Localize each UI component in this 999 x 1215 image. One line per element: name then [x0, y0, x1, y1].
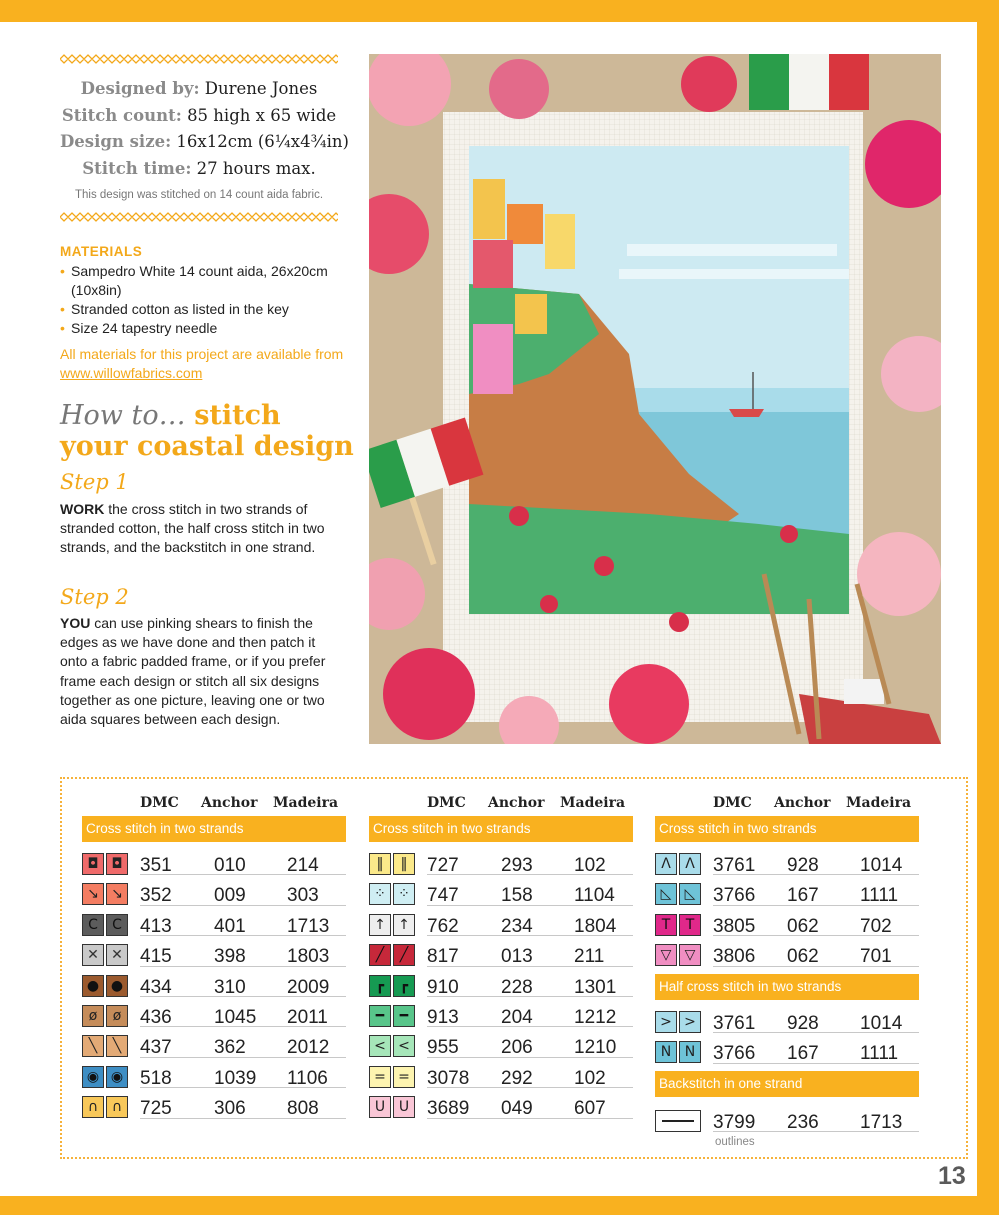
- thread-key-row: [369, 971, 633, 1001]
- thread-key-row: [369, 1001, 633, 1031]
- thread-anchor-code: 310: [214, 976, 246, 998]
- stitch-symbol-icon: [82, 883, 128, 905]
- row-divider: [713, 905, 919, 906]
- stitch-symbol-cell: ◺: [655, 883, 677, 905]
- thread-key-row: [82, 849, 346, 879]
- stitch-symbol-icon: [655, 883, 701, 905]
- howto-heading-line2: your coastal design: [60, 431, 354, 462]
- thread-dmc-code: 3799: [713, 1112, 756, 1133]
- materials-item-text: Size 24 tapestry needle: [71, 320, 218, 336]
- stitch-symbol-cell: N: [679, 1041, 701, 1063]
- row-divider: [140, 1118, 346, 1119]
- header-madeira: Madeira: [846, 795, 912, 811]
- thread-madeira-code: 701: [860, 946, 892, 968]
- section-title-cross-stitch: Cross stitch in two strands: [82, 816, 346, 842]
- stitched-house: [473, 179, 505, 239]
- thread-dmc-code: 3766: [713, 1043, 756, 1065]
- stitched-house: [473, 324, 513, 394]
- thread-key-row: [369, 1092, 633, 1122]
- stitch-symbol-icon: [82, 975, 128, 997]
- stitch-symbol-cell: ┏: [393, 975, 415, 997]
- thread-madeira-code: 102: [574, 1067, 606, 1089]
- thread-anchor-code: 306: [214, 1098, 246, 1120]
- thread-dmc-code: 3078: [427, 1067, 470, 1089]
- step-2-lead: YOU: [60, 615, 91, 631]
- thread-key-row: [82, 1092, 346, 1122]
- stitch-symbol-cell: >: [655, 1011, 677, 1033]
- thread-dmc-code: 727: [427, 855, 459, 876]
- stitch-symbol-icon: [369, 975, 415, 997]
- stitch-symbol-cell: <: [393, 1035, 415, 1057]
- row-divider: [427, 1026, 633, 1027]
- thread-key-row: [655, 910, 919, 940]
- thread-madeira-code: 211: [574, 946, 605, 968]
- stitch-symbol-cell: ‖: [393, 853, 415, 875]
- stitch-symbol-icon: [369, 883, 415, 905]
- stitch-symbol-cell: ↑: [393, 914, 415, 936]
- thread-madeira-code: 808: [287, 1098, 319, 1120]
- thread-anchor-code: 204: [501, 1007, 533, 1028]
- stitch-symbol-cell: ‖: [369, 853, 391, 875]
- thread-key-row: [369, 1031, 633, 1061]
- row-divider: [140, 996, 346, 997]
- stitch-symbol-icon: [369, 1066, 415, 1088]
- stitch-symbol-cell: ∩: [106, 1096, 128, 1118]
- flower-decoration: [489, 59, 549, 119]
- stitch-symbol-cell: ✕: [106, 944, 128, 966]
- step-2-title: Step 2: [60, 585, 129, 609]
- stitch-symbol-icon: [82, 1035, 128, 1057]
- bullet-icon: •: [60, 301, 65, 317]
- stitch-symbol-icon: [369, 914, 415, 936]
- stitch-symbol-cell: ✕: [82, 944, 104, 966]
- howto-heading-prefix: How to…: [60, 400, 195, 431]
- thread-anchor-code: 167: [787, 1043, 819, 1065]
- design-size-line: [60, 129, 349, 156]
- thread-anchor-code: 062: [787, 946, 819, 968]
- stitched-house: [545, 214, 575, 269]
- italian-flag-top-right: [749, 54, 869, 110]
- stitch-symbol-cell: ━: [393, 1005, 415, 1027]
- stitch-symbol-cell: ◉: [106, 1066, 128, 1088]
- stitch-time-value: 27 hours max.: [196, 158, 316, 178]
- stitched-house: [473, 240, 513, 288]
- availability-note: [60, 345, 350, 383]
- stitch-symbol-cell: ⁘: [369, 883, 391, 905]
- materials-item-text: Stranded cotton as listed in the key: [71, 301, 289, 317]
- page-frame-bottom: [0, 1196, 999, 1215]
- thread-anchor-code: 158: [501, 885, 533, 907]
- row-divider: [427, 1087, 633, 1088]
- stitch-symbol-cell: T: [655, 914, 677, 936]
- stitched-house: [515, 294, 547, 334]
- page-number: 13: [938, 1162, 966, 1190]
- thread-madeira-code: 2012: [287, 1037, 330, 1059]
- section-title-half-cross-stitch: Half cross stitch in two strands: [655, 974, 919, 1000]
- howto-heading-word: stitch: [194, 400, 281, 431]
- page-frame-top: [0, 0, 999, 22]
- thread-anchor-code: 292: [501, 1067, 533, 1089]
- thread-key-row: [655, 1007, 919, 1037]
- step-2-text: [60, 614, 345, 729]
- bullet-icon: •: [60, 263, 65, 279]
- stitch-symbol-cell: ━: [369, 1005, 391, 1027]
- stitched-house: [507, 204, 543, 244]
- thread-anchor-code: 928: [787, 855, 819, 876]
- thread-anchor-code: 236: [787, 1112, 819, 1133]
- stitch-symbol-cell: ◺: [679, 883, 701, 905]
- stitch-symbol-cell: ●: [82, 975, 104, 997]
- thread-dmc-code: 436: [140, 1007, 172, 1028]
- stitch-symbol-icon: [369, 1035, 415, 1057]
- stitch-symbol-cell: Λ: [655, 853, 677, 875]
- thread-madeira-code: 1212: [574, 1007, 617, 1028]
- howto-heading: [60, 400, 354, 462]
- stitch-symbol-icon: [655, 853, 701, 875]
- stitch-symbol-icon: [82, 1066, 128, 1088]
- stitch-symbol-cell: ø: [82, 1005, 104, 1027]
- step-1-body: the cross stitch in two strands of stranded cotton, the half cross stitch in two strands, and the backstitch in one strand.: [60, 501, 325, 556]
- materials-item-text: Sampedro White 14 count aida, 26x20cm (10x8in): [71, 263, 328, 298]
- stitch-symbol-cell: ↑: [369, 914, 391, 936]
- thread-key-row: [82, 971, 346, 1001]
- stitch-symbol-icon: [655, 1041, 701, 1063]
- backstitch-line-icon: [655, 1110, 701, 1132]
- stitch-symbol-cell: ◉: [82, 1066, 104, 1088]
- thread-anchor-code: 398: [214, 946, 246, 968]
- stitch-symbol-icon: [82, 944, 128, 966]
- materials-item: [60, 319, 345, 338]
- row-divider: [427, 905, 633, 906]
- stitch-symbol-cell: <: [369, 1035, 391, 1057]
- section-title-cross-stitch: Cross stitch in two strands: [655, 816, 919, 842]
- thread-madeira-code: 1713: [860, 1112, 903, 1133]
- thread-dmc-code: 3766: [713, 885, 756, 907]
- row-divider: [713, 1032, 919, 1033]
- stitch-symbol-cell: ⁘: [393, 883, 415, 905]
- stitch-symbol-cell: U: [369, 1096, 391, 1118]
- availability-text: All materials for this project are available from: [60, 346, 344, 362]
- fabric-note: This design was stitched on 14 count aida fabric.: [74, 189, 324, 201]
- stitched-flower: [780, 525, 798, 543]
- row-divider: [427, 935, 633, 936]
- stitch-symbol-icon: [369, 853, 415, 875]
- stitch-symbol-icon: [82, 853, 128, 875]
- thread-madeira-code: 1014: [860, 855, 903, 876]
- row-divider: [713, 966, 919, 967]
- thread-dmc-code: 518: [140, 1067, 172, 1089]
- stitch-count-value: 85 high x 65 wide: [187, 105, 337, 125]
- flower-decoration: [857, 532, 941, 616]
- stitched-boat: [729, 409, 764, 417]
- thread-key-row: [655, 1106, 919, 1148]
- stitch-symbol-cell: ╲: [106, 1035, 128, 1057]
- decorative-zigzag-top: [60, 54, 338, 64]
- designed-by-value: Durene Jones: [204, 79, 318, 98]
- row-divider: [140, 935, 346, 936]
- step-1-lead: WORK: [60, 501, 105, 517]
- thread-madeira-code: 1803: [287, 946, 330, 968]
- thread-madeira-code: 702: [860, 915, 892, 937]
- stitched-flower: [594, 556, 614, 576]
- stitch-symbol-cell: Λ: [679, 853, 701, 875]
- stitch-symbol-icon: [82, 1005, 128, 1027]
- stitch-symbol-cell: ┏: [369, 975, 391, 997]
- stitch-symbol-cell: C: [82, 914, 104, 936]
- stitch-symbol-cell: ◘: [82, 853, 104, 875]
- stitch-symbol-cell: ▽: [655, 944, 677, 966]
- thread-key-row: [655, 879, 919, 909]
- materials-list: [60, 262, 345, 338]
- thread-dmc-code: 351: [140, 855, 172, 876]
- project-photo: [369, 54, 941, 744]
- page-frame-right: [977, 0, 999, 1215]
- row-divider: [427, 874, 633, 875]
- thread-madeira-code: 1804: [574, 915, 617, 937]
- thread-key-row: [369, 1062, 633, 1092]
- thread-anchor-code: 049: [501, 1098, 533, 1120]
- decorative-zigzag-bottom: [60, 212, 338, 222]
- stitched-flower: [669, 612, 689, 632]
- stitched-cloud: [619, 269, 849, 279]
- backstitch-line: [662, 1120, 694, 1122]
- thread-madeira-code: 1111: [860, 885, 899, 907]
- thread-key-row: [82, 1031, 346, 1061]
- thread-madeira-code: 303: [287, 885, 319, 907]
- thread-anchor-code: 010: [214, 855, 246, 876]
- stitch-symbol-cell: ╱: [369, 944, 391, 966]
- stitch-symbol-icon: [82, 914, 128, 936]
- step-1-title: Step 1: [60, 470, 129, 494]
- row-divider: [713, 1063, 919, 1064]
- thread-dmc-code: 415: [140, 946, 172, 968]
- stitch-symbol-cell: T: [679, 914, 701, 936]
- thread-dmc-code: 955: [427, 1037, 459, 1059]
- thread-dmc-code: 747: [427, 885, 459, 907]
- thread-anchor-code: 1039: [214, 1067, 257, 1089]
- row-divider: [427, 996, 633, 997]
- stitch-symbol-cell: ø: [106, 1005, 128, 1027]
- stitch-symbol-cell: ↘: [82, 883, 104, 905]
- thread-dmc-code: 3806: [713, 946, 756, 968]
- stitch-symbol-cell: ∩: [82, 1096, 104, 1118]
- header-anchor: Anchor: [774, 795, 831, 811]
- row-divider: [427, 1118, 633, 1119]
- row-divider: [140, 905, 346, 906]
- thread-anchor-code: 401: [214, 915, 246, 937]
- backstitch-note: outlines: [715, 1136, 755, 1148]
- thread-anchor-code: 013: [501, 946, 533, 968]
- thread-dmc-code: 3761: [713, 855, 756, 876]
- thread-anchor-code: 928: [787, 1013, 819, 1034]
- header-madeira: Madeira: [273, 795, 339, 811]
- flower-decoration: [609, 664, 689, 744]
- thread-dmc-code: 910: [427, 976, 459, 998]
- stitched-cloud: [627, 244, 837, 256]
- stitched-flower: [540, 595, 558, 613]
- stitch-symbol-cell: ╱: [393, 944, 415, 966]
- stitch-symbol-cell: >: [679, 1011, 701, 1033]
- thread-dmc-code: 3761: [713, 1013, 756, 1034]
- row-divider: [427, 1057, 633, 1058]
- thread-key-row: [82, 879, 346, 909]
- stitch-time-line: [60, 156, 338, 183]
- thread-key-row: [369, 849, 633, 879]
- thread-madeira-code: 1111: [860, 1043, 899, 1065]
- stitch-time-label: Stitch time:: [82, 158, 192, 178]
- thread-dmc-code: 817: [427, 946, 459, 968]
- thread-madeira-code: 1106: [287, 1067, 328, 1089]
- stitch-symbol-cell: C: [106, 914, 128, 936]
- thread-anchor-code: 228: [501, 976, 533, 998]
- stitch-symbol-icon: [655, 914, 701, 936]
- thread-dmc-code: 437: [140, 1037, 172, 1059]
- thread-dmc-code: 434: [140, 976, 172, 998]
- thread-key-row: [82, 1062, 346, 1092]
- thread-anchor-code: 293: [501, 855, 533, 876]
- row-divider: [713, 874, 919, 875]
- stitch-symbol-cell: N: [655, 1041, 677, 1063]
- stitch-symbol-icon: [369, 1005, 415, 1027]
- thread-madeira-code: 1301: [574, 976, 617, 998]
- materials-heading: MATERIALS: [60, 244, 143, 259]
- header-dmc: DMC: [140, 795, 179, 811]
- stitch-symbol-icon: [369, 1096, 415, 1118]
- thread-madeira-code: 607: [574, 1098, 606, 1120]
- thread-anchor-code: 234: [501, 915, 533, 937]
- stitch-symbol-cell: =: [393, 1066, 415, 1088]
- stitch-symbol-cell: ↘: [106, 883, 128, 905]
- section-title-backstitch: Backstitch in one strand: [655, 1071, 919, 1097]
- row-divider: [713, 1131, 919, 1132]
- thread-anchor-code: 062: [787, 915, 819, 937]
- thread-dmc-code: 3805: [713, 915, 756, 937]
- thread-key-row: [369, 879, 633, 909]
- thread-madeira-code: 1210: [574, 1037, 617, 1059]
- designed-by-label: Designed by:: [80, 79, 200, 98]
- thread-dmc-code: 762: [427, 915, 459, 937]
- thread-key-row: [82, 1001, 346, 1031]
- bullet-icon: •: [60, 320, 65, 336]
- header-anchor: Anchor: [201, 795, 258, 811]
- step-2-body: can use pinking shears to finish the edges as we have done and then patch it onto a fabric padded frame, or if you prefer frame each design or stitch all six designs together as one picture, leaving one or two aida squares between each design.: [60, 615, 326, 728]
- designed-by-line: [60, 76, 338, 103]
- supplier-link[interactable]: www.willowfabrics.com: [60, 365, 203, 381]
- stitch-symbol-icon: [655, 1011, 701, 1033]
- header-dmc: DMC: [427, 795, 466, 811]
- row-divider: [140, 966, 346, 967]
- stitch-symbol-icon: [655, 944, 701, 966]
- header-anchor: Anchor: [488, 795, 545, 811]
- thread-dmc-code: 3689: [427, 1098, 470, 1120]
- stitch-symbol-icon: [369, 944, 415, 966]
- stitch-symbol-cell: ▽: [679, 944, 701, 966]
- design-credits: [60, 76, 349, 182]
- row-divider: [140, 874, 346, 875]
- design-size-value: 16x12cm (6¼x4¾in): [176, 132, 349, 151]
- header-dmc: DMC: [713, 795, 752, 811]
- thread-dmc-code: 413: [140, 915, 172, 937]
- thread-key-row: [82, 940, 346, 970]
- flower-decoration: [681, 56, 737, 112]
- stitch-symbol-cell: =: [369, 1066, 391, 1088]
- stitch-symbol-cell: ◘: [106, 853, 128, 875]
- row-divider: [140, 1026, 346, 1027]
- flower-decoration: [383, 648, 475, 740]
- thread-key-row: [369, 910, 633, 940]
- step-1-text: [60, 500, 345, 558]
- row-divider: [427, 966, 633, 967]
- thread-key-row: [655, 849, 919, 879]
- stitch-symbol-icon: [82, 1096, 128, 1118]
- thread-anchor-code: 1045: [214, 1007, 257, 1028]
- thread-madeira-code: 214: [287, 855, 319, 876]
- thread-dmc-code: 352: [140, 885, 172, 907]
- thread-madeira-code: 1014: [860, 1013, 903, 1034]
- stitched-flower: [509, 506, 529, 526]
- thread-anchor-code: 009: [214, 885, 246, 907]
- header-madeira: Madeira: [560, 795, 626, 811]
- row-divider: [713, 935, 919, 936]
- stitch-count-line: [60, 103, 338, 130]
- stitch-count-label: Stitch count:: [61, 105, 182, 125]
- thread-madeira-code: 1713: [287, 915, 330, 937]
- thread-madeira-code: 2011: [287, 1007, 328, 1028]
- materials-item: [60, 262, 345, 300]
- thread-madeira-code: 1104: [574, 885, 615, 907]
- thread-anchor-code: 167: [787, 885, 819, 907]
- thread-key-row: [82, 910, 346, 940]
- stitch-symbol-cell: ●: [106, 975, 128, 997]
- thread-key-row: [369, 940, 633, 970]
- thread-dmc-code: 725: [140, 1098, 172, 1120]
- section-title-cross-stitch: Cross stitch in two strands: [369, 816, 633, 842]
- stitch-symbol-cell: U: [393, 1096, 415, 1118]
- thread-key-row: [655, 1037, 919, 1067]
- stitch-symbol-cell: ╲: [82, 1035, 104, 1057]
- thread-madeira-code: 2009: [287, 976, 330, 998]
- thread-anchor-code: 206: [501, 1037, 533, 1059]
- thread-key-row: [655, 940, 919, 970]
- design-size-label: Design size:: [60, 132, 172, 151]
- row-divider: [140, 1057, 346, 1058]
- thread-madeira-code: 102: [574, 855, 606, 876]
- thread-dmc-code: 913: [427, 1007, 459, 1028]
- thread-anchor-code: 362: [214, 1037, 246, 1059]
- materials-item: [60, 300, 345, 319]
- row-divider: [140, 1087, 346, 1088]
